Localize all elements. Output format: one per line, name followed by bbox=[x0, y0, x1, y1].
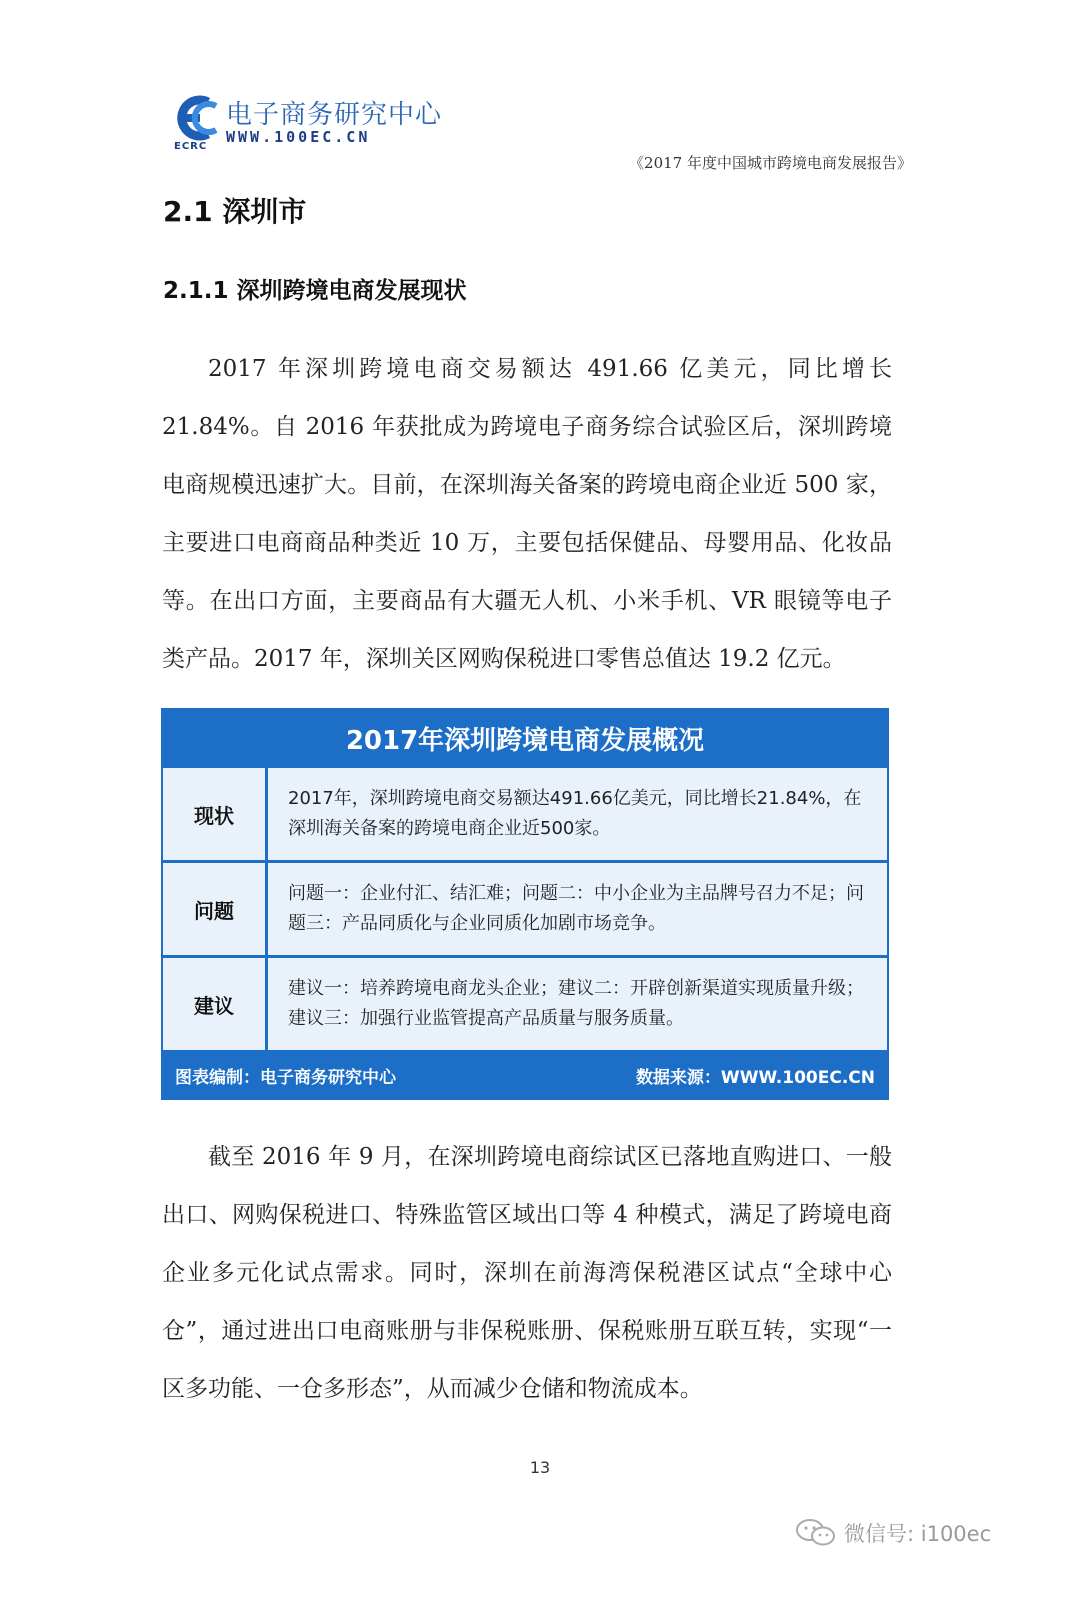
row-content: 问题一：企业付汇、结汇难；问题二：中小企业为主品牌号召力不足；问题三：产品同质化与企业同质化加剧市场竞争。 bbox=[268, 863, 887, 955]
row-label: 现状 bbox=[163, 768, 265, 860]
paragraph: 2017 年深圳跨境电商交易额达 491.66 亿美元，同比增长 21.84%。自 2016 年获批成为跨境电子商务综合试验区后，深圳跨境电商规模迅速扩大。目前，在深圳海关备案的跨境电商企业近 500 家，主要进口电商商品种类近 10 万，主要包括保健品、母婴用品、化妆品等。在出口方面，主要商品有大疆无人机、小米手机、VR 眼镜等电子类产品。2017 年，深圳关区网购保税进口零售总值达 19.2 亿元。 bbox=[162, 356, 892, 672]
table-row bbox=[163, 958, 887, 1050]
logo-abbr: ECRC bbox=[174, 141, 208, 152]
table-title: 2017年深圳跨境电商发展概况 bbox=[345, 725, 705, 756]
table-footer-compiler: 图表编制：电子商务研究中心 bbox=[175, 1067, 396, 1088]
table-footer-source: 数据来源：WWW.100EC.CN bbox=[635, 1067, 875, 1088]
table-footer bbox=[163, 1052, 887, 1098]
logo-name: 电子商务研究中心 bbox=[226, 100, 443, 130]
row-label: 问题 bbox=[163, 863, 265, 955]
table-row bbox=[163, 863, 887, 955]
paragraph: 截至 2016 年 9 月，在深圳跨境电商综试区已落地直购进口、一般出口、网购保税进口、特殊监管区域出口等 4 种模式，满足了跨境电商企业多元化试点需求。同时，深圳在前海湾保税港区试点“全球中心仓”，通过进出口电商账册与非保税账册、保税账册互联互转，实现“一区多功能、一仓多形态”，从而减少仓储和物流成本。 bbox=[162, 1144, 892, 1402]
logo bbox=[168, 92, 443, 156]
logo-url: WWW.100EC.CN bbox=[226, 128, 371, 146]
row-label: 建议 bbox=[163, 958, 265, 1050]
watermark-text: 微信号: i100ec bbox=[844, 1522, 992, 1546]
wechat-icon bbox=[794, 1517, 838, 1549]
row-content: 建议一：培养跨境电商龙头企业；建议二：开辟创新渠道实现质量升级；建议三：加强行业监管提高产品质量与服务质量。 bbox=[268, 958, 887, 1050]
row-content: 2017年，深圳跨境电商交易额达491.66亿美元，同比增长21.84%，在深圳海关备案的跨境电商企业近500家。 bbox=[268, 768, 887, 860]
subsection-heading: 2.1.1 深圳跨境电商发展现状 bbox=[163, 278, 467, 304]
summary-table bbox=[161, 708, 889, 1100]
section-heading: 2.1 深圳市 bbox=[163, 195, 307, 228]
report-title: 《2017 年度中国城市跨境电商发展报告》 bbox=[629, 154, 912, 172]
page-number: 13 bbox=[529, 1458, 551, 1477]
ecrc-logo-icon bbox=[168, 92, 220, 144]
watermark bbox=[794, 1517, 991, 1549]
table-row bbox=[163, 768, 887, 860]
